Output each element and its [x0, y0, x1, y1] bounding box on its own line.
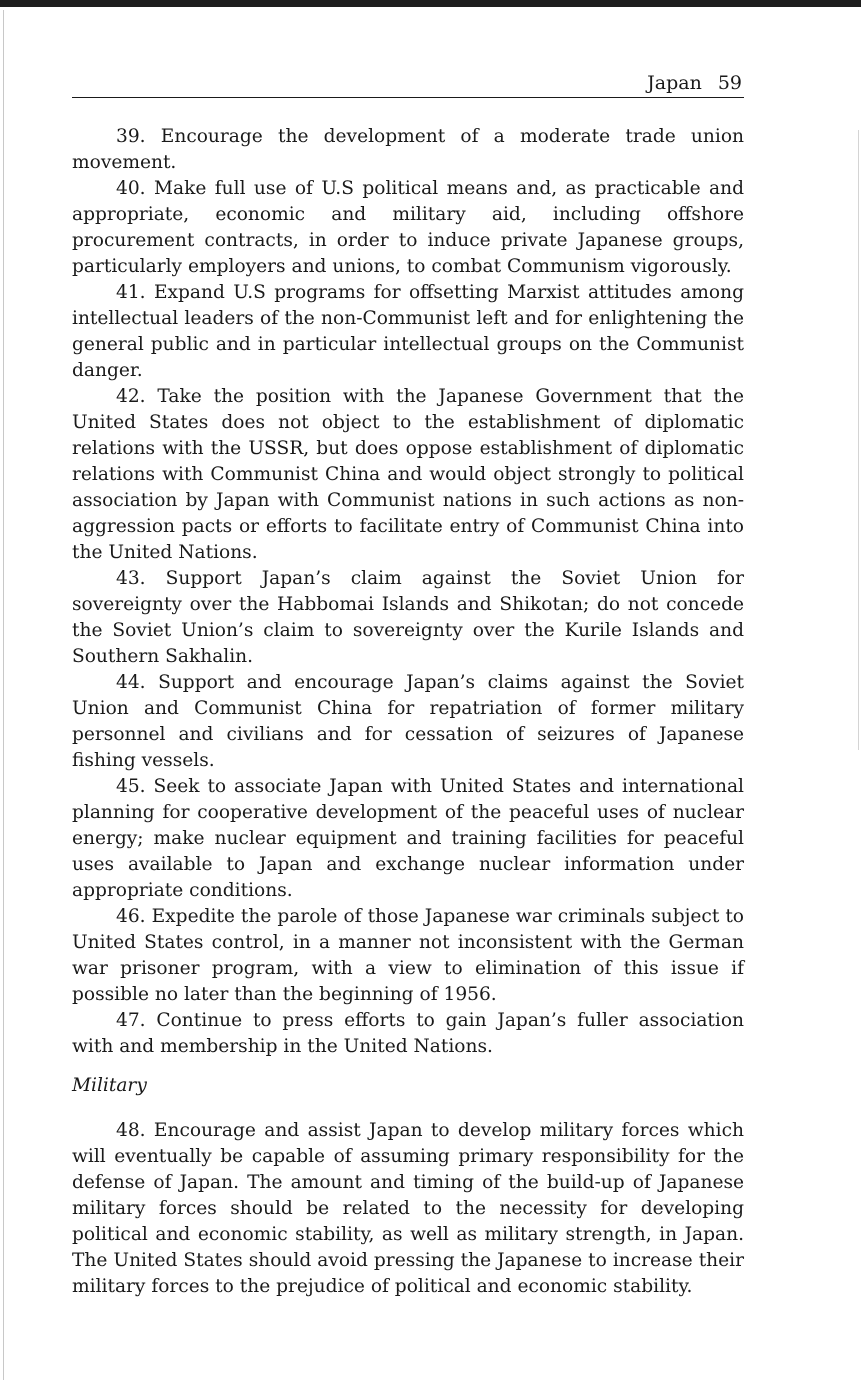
- paragraph-42: 42. Take the position with the Japanese Government that the United States does not object to the establishment of diplomatic relations with the USSR, but does oppose establishment of diplomatic relations with Communist China and would object strongly to political association by Japan with Communist nations in such actions as non-aggression pacts or efforts to facilitate entry of Communist China into the United Nations.: [72, 386, 744, 563]
- document-page: [72, 70, 744, 1300]
- page-right-edge: [858, 130, 859, 750]
- page-left-edge: [3, 10, 4, 1380]
- running-title: Japan: [647, 72, 702, 94]
- body-text-before: [72, 124, 744, 1060]
- paragraph-43: 43. Support Japan’s claim against the Soviet Union for sovereignty over the Habbomai Islands and Shikotan; do not concede the Soviet Union’s claim to sovereignty over the Kurile Islands and Southern Sakhalin.: [72, 568, 744, 667]
- page-number: 59: [717, 72, 742, 94]
- scan-top-border: [0, 0, 861, 7]
- paragraph-48: 48. Encourage and assist Japan to develop military forces which will eventually be capable of assuming primary responsibility for the defense of Japan. The amount and timing of the build-up of Japanese military forces should be related to the necessity for developing political and economic stability, as well as military strength, in Japan. The United States should avoid pressing the Japanese to increase their military forces to the prejudice of political and economic stability.: [72, 1120, 744, 1297]
- paragraph-47: 47. Continue to press efforts to gain Japan’s fuller association with and membership in the United Nations.: [72, 1010, 744, 1057]
- paragraph-46: 46. Expedite the parole of those Japanese war criminals subject to United States control, in a manner not inconsistent with the German war prisoner program, with a view to elimination of this issue if possible no later than the beginning of 1956.: [72, 906, 744, 1005]
- paragraph-41: 41. Expand U.S programs for offsetting Marxist attitudes among intellectual leaders of the non-Communist left and for enlightening the general public and in particular intellectual groups on the Communist danger.: [72, 282, 744, 381]
- section-heading-military: Military: [72, 1075, 147, 1096]
- paragraph-40: 40. Make full use of U.S political means and, as practicable and appropriate, economic and military aid, including offshore procurement contracts, in order to induce private Japanese groups, particularly employers and unions, to combat Communism vigorously.: [72, 178, 744, 277]
- running-head: [72, 70, 744, 96]
- body-text-after: [72, 1118, 744, 1300]
- paragraph-39: 39. Encourage the development of a moderate trade union movement.: [72, 126, 744, 173]
- paragraph-45: 45. Seek to associate Japan with United States and international planning for cooperative development of the peaceful uses of nuclear energy; make nuclear equipment and training facilities for peaceful uses available to Japan and exchange nuclear information under appropriate conditions.: [72, 776, 744, 901]
- paragraph-44: 44. Support and encourage Japan’s claims against the Soviet Union and Communist China for repatriation of former military personnel and civilians and for cessation of seizures of Japanese fishing vessels.: [72, 672, 744, 771]
- header-rule: [72, 97, 744, 98]
